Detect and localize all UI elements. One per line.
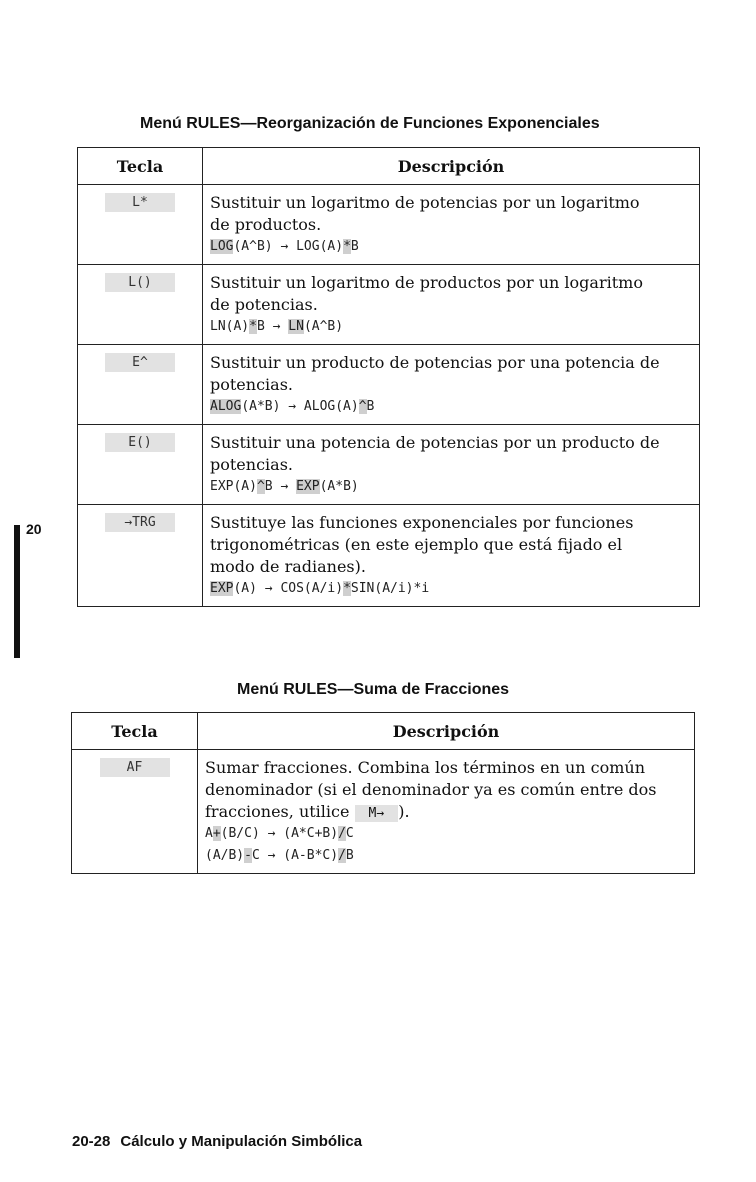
- description-cell: [203, 345, 700, 425]
- header-description: Descripción: [198, 713, 695, 750]
- description-text: ).: [398, 802, 410, 821]
- example-segment: (A^B): [303, 319, 344, 334]
- highlighted-segment: LOG: [210, 239, 234, 254]
- example-segment: A: [205, 826, 213, 841]
- highlighted-segment: *: [343, 581, 351, 596]
- example-segment: LN(A): [210, 319, 250, 334]
- example-segment: (B/C) → (A*C+B): [220, 826, 339, 841]
- highlighted-segment: EXP: [210, 581, 234, 596]
- highlighted-segment: EXP: [296, 479, 320, 494]
- description-line: Sustituir una potencia de potencias por un producto de: [210, 433, 660, 452]
- key-cell: [78, 425, 203, 505]
- table-row: [78, 345, 700, 425]
- highlighted-segment: /: [338, 826, 346, 841]
- example-segment: C: [345, 826, 354, 841]
- example-segment: (A*B) → ALOG(A): [241, 399, 359, 414]
- description-line: Sustituir un producto de potencias por una potencia de: [210, 353, 660, 372]
- table-row: [78, 425, 700, 505]
- table-header-row: [72, 713, 695, 750]
- example-segment: EXP(A): [210, 479, 257, 494]
- key-cell: [78, 345, 203, 425]
- header-key: Tecla: [72, 713, 198, 750]
- exponential-rules-table: [77, 147, 700, 607]
- description-line: Sustituye las funciones exponenciales por funciones: [210, 513, 634, 532]
- page-footer: [72, 1133, 362, 1150]
- menu-key-label: L*: [105, 193, 175, 212]
- highlighted-segment: +: [212, 826, 221, 841]
- description-cell: [198, 750, 695, 874]
- example-segment: (A) → COS(A/i): [233, 581, 344, 596]
- header-key: Tecla: [78, 148, 203, 185]
- section-tab-bar: [14, 525, 20, 658]
- menu-key-label: AF: [100, 758, 170, 777]
- example-segment: (A^B) → LOG(A): [233, 239, 344, 254]
- highlighted-segment: *: [343, 239, 351, 254]
- highlighted-segment: -: [244, 848, 252, 863]
- footer-title: Cálculo y Manipulación Simbólica: [120, 1133, 363, 1150]
- table1-caption: Menú RULES—Reorganización de Funciones Exponenciales: [140, 115, 600, 132]
- fraction-rules-table: [71, 712, 695, 874]
- table-row: [72, 750, 695, 874]
- highlighted-segment: LN: [288, 319, 304, 334]
- description-line: potencias.: [210, 375, 293, 394]
- example-expression: [210, 578, 693, 600]
- example-segment: B →: [256, 319, 289, 334]
- example-segment: B: [345, 848, 354, 863]
- example-expression: [205, 823, 688, 845]
- example-expression: [205, 845, 688, 867]
- description-line: de potencias.: [210, 295, 318, 314]
- description-line: potencias.: [210, 455, 293, 474]
- highlighted-segment: ALOG: [210, 399, 242, 414]
- description-line: Sumar fracciones. Combina los términos en un común: [205, 758, 646, 777]
- key-cell: [78, 505, 203, 607]
- example-expression: [210, 476, 693, 498]
- header-description: Descripción: [203, 148, 700, 185]
- table-header-row: [78, 148, 700, 185]
- example-segment: (A/B): [205, 848, 245, 863]
- description-cell: [203, 425, 700, 505]
- menu-key-label: L(): [105, 273, 175, 292]
- highlighted-segment: ^: [256, 479, 265, 494]
- section-tab-number: 20: [26, 521, 42, 537]
- description-cell: [203, 265, 700, 345]
- description-cell: [203, 185, 700, 265]
- menu-key-label: E^: [105, 353, 175, 372]
- table-row: [78, 265, 700, 345]
- highlighted-segment: ^: [358, 399, 367, 414]
- menu-key-label: →TRG: [105, 513, 175, 532]
- example-segment: SIN(A/i)*i: [350, 581, 430, 596]
- example-segment: C → (A-B*C): [251, 848, 339, 863]
- example-expression: [210, 236, 693, 258]
- table-row: [78, 505, 700, 607]
- description-line: de productos.: [210, 215, 322, 234]
- menu-key-label: E(): [105, 433, 175, 452]
- description-line: modo de radianes).: [210, 557, 366, 576]
- description-line: [205, 801, 688, 823]
- description-line: trigonométricas (en este ejemplo que está fijado el: [210, 535, 623, 554]
- inline-menu-key: M→: [355, 805, 399, 822]
- example-segment: B: [350, 239, 359, 254]
- description-line: denominador (si el denominador ya es común entre dos: [205, 780, 657, 799]
- page-number: 20-28: [72, 1133, 111, 1150]
- key-cell: [72, 750, 198, 874]
- description-line: Sustituir un logaritmo de potencias por un logaritmo: [210, 193, 640, 212]
- highlighted-segment: *: [249, 319, 257, 334]
- example-expression: [210, 316, 693, 338]
- example-segment: B →: [264, 479, 297, 494]
- description-text: fracciones, utilice: [205, 802, 355, 821]
- description-line: Sustituir un logaritmo de productos por un logaritmo: [210, 273, 643, 292]
- table-row: [78, 185, 700, 265]
- key-cell: [78, 185, 203, 265]
- example-segment: B: [366, 399, 375, 414]
- example-segment: (A*B): [319, 479, 359, 494]
- example-expression: [210, 396, 693, 418]
- highlighted-segment: /: [338, 848, 346, 863]
- key-cell: [78, 265, 203, 345]
- description-cell: [203, 505, 700, 607]
- table2-caption: Menú RULES—Suma de Fracciones: [237, 681, 510, 698]
